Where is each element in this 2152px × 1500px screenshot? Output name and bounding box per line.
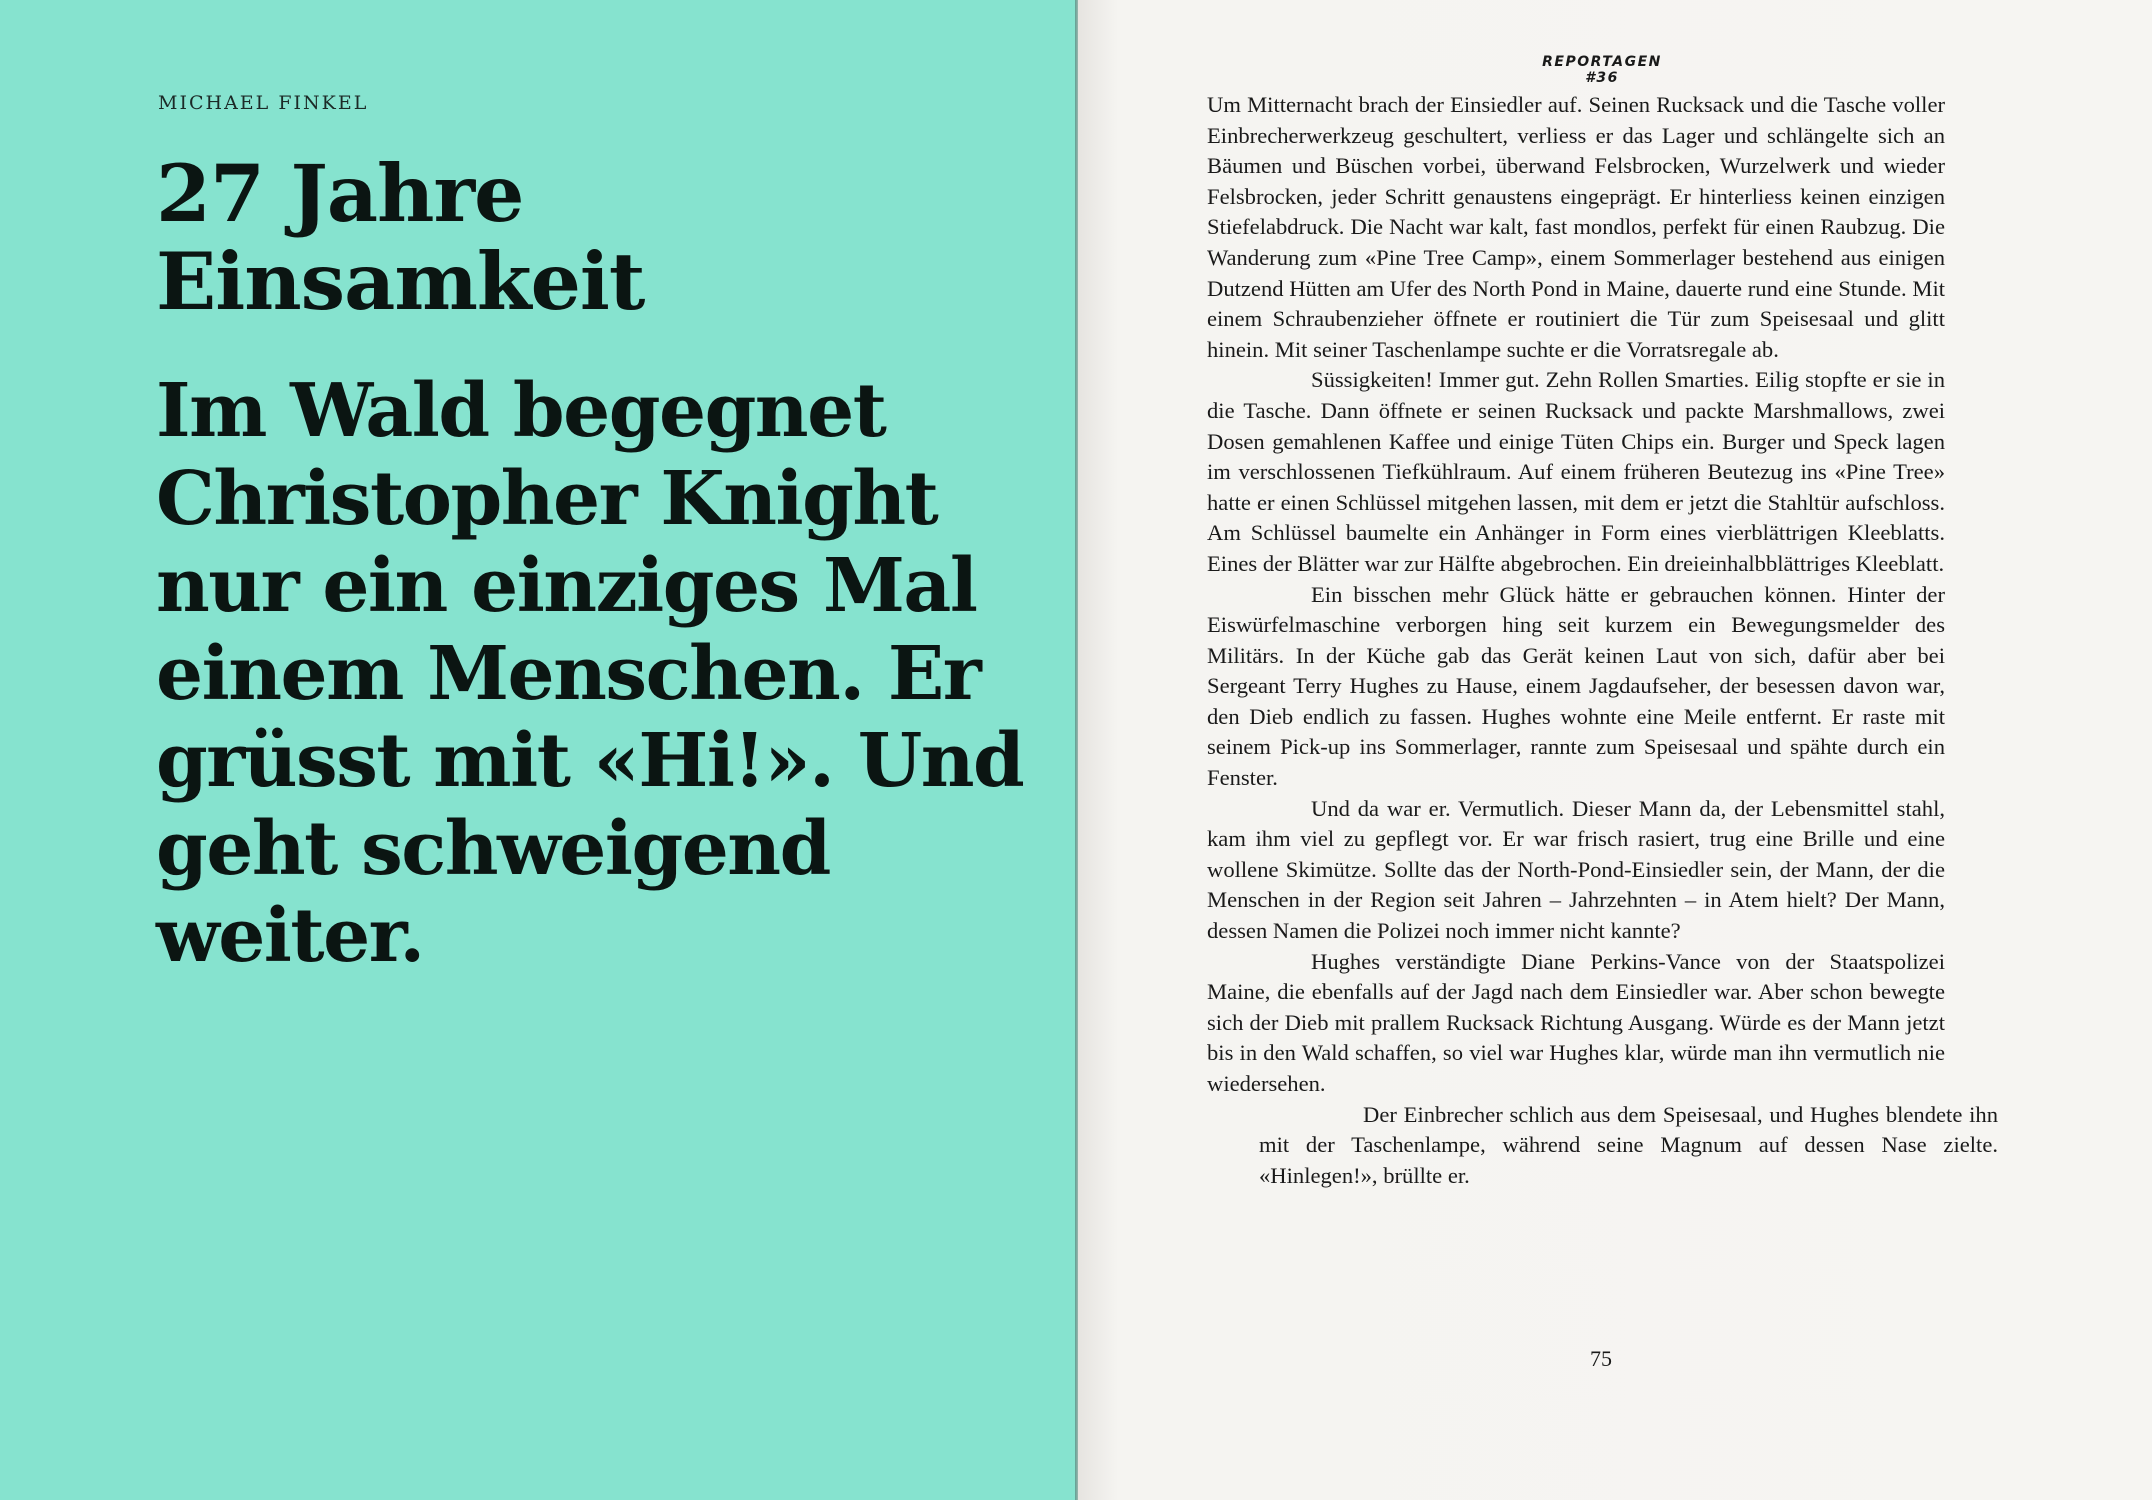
page-number: 75 [1590, 1346, 1612, 1371]
running-head: REPORTAGEN #36 [1542, 54, 1662, 86]
body-paragraph: Der Einbrecher schlich aus dem Speisesaal, und Hughes blendete ihn mit der Taschenlampe, während seine Magnum auf dessen Nase zielte. «Hinlegen!», brüllte er. [1259, 1101, 1998, 1188]
left-page [0, 0, 1075, 1500]
body-paragraph: Süssigkeiten! Immer gut. Zehn Rollen Smarties. Eilig stopfte er sie in die Tasche. Dann öffnete er seinen Rucksack und packte Marshmallows, zwei Dosen gemahlenen Kaffee und einige Tüten Chips ein. Burger und Speck lagen im verschlossenen Tiefkühlraum. Auf einem früheren Beutezug ins «Pine Tree» hatte er einen Schlüssel mitgehen lassen, mit dem er jetzt die Stahltür aufschloss. Am Schlüssel baumelte ein Anhänger in Form eines vierblättrigen Kleeblatts. Eines der Blätter war zur Hälfte abgebrochen. Ein dreieinhalbblättriges Kleeblatt. [1207, 367, 1945, 576]
article-subtitle: Im Wald begegnet Christopher Knight nur ein einziges Mal einem Menschen. Er grüsst mit «Hi!». Und geht schweigend weiter. [156, 368, 1024, 979]
body-paragraph: Um Mitternacht brach der Einsiedler auf. Seinen Rucksack und die Tasche voller Einbrecherwerkzeug geschultert, verliess er das Lager und schlängelte sich an Bäumen und Büschen vorbei, überwand Felsbrocken, Wurzelwerk und wieder Felsbrocken, jeder Schritt genaustens eingeprägt. Er hinterliess keinen einzigen Stiefelabdruck. Die Nacht war kalt, fast mondlos, perfekt für einen Raubzug. Die Wanderung zum «Pine Tree Camp», einem Sommerlager bestehend aus einigen Dutzend Hütten am Ufer des North Pond in Maine, dauerte rund eine Stunde. Mit einem Schraubenzieher öffnete er routiniert die Tür zum Speisesaal und glitt hinein. Mit seiner Taschenlampe suchte er die Vorratsregale ab. [1207, 92, 1945, 362]
body-paragraph: Und da war er. Vermutlich. Dieser Mann da, der Lebensmittel stahl, kam ihm viel zu gepflegt vor. Er war frisch rasiert, trug eine Brille und eine wollene Skimütze. Sollte das der North-Pond-Einsiedler sein, der Mann, der die Menschen in der Region seit Jahren – Jahrzehnten – in Atem hielt? Der Mann, dessen Namen die Polizei noch immer nicht kannte? [1207, 795, 1945, 944]
body-paragraph: Ein bisschen mehr Glück hätte er gebrauchen können. Hinter der Eiswürfelmaschine verborgen hing seit kurzem ein Bewegungsmelder des Militärs. In der Küche gab das Gerät keinen Laut von sich, dafür aber bei Sergeant Terry Hughes zu Hause, einem Jagdaufseher, der besessen davon war, den Dieb endlich zu fassen. Hughes wohnte eine Meile entfernt. Er raste mit seinem Pick-up ins Sommerlager, rannte zum Speisesaal und spähte durch ein Fenster. [1207, 581, 1945, 791]
body-paragraph: Hughes verständigte Diane Perkins-Vance von der Staatspolizei Maine, die ebenfalls auf der Jagd nach dem Einsiedler war. Aber schon bewegte sich der Dieb mit prallem Rucksack Richtung Ausgang. Würde es der Mann jetzt bis in den Wald schaffen, so viel war Hughes klar, würde man ihn vermutlich nie wiedersehen. [1207, 948, 1945, 1096]
article-body [1207, 90, 1998, 1191]
author-name: MICHAEL FINKEL [158, 92, 369, 114]
article-title: 27 Jahre Einsamkeit [156, 147, 645, 328]
